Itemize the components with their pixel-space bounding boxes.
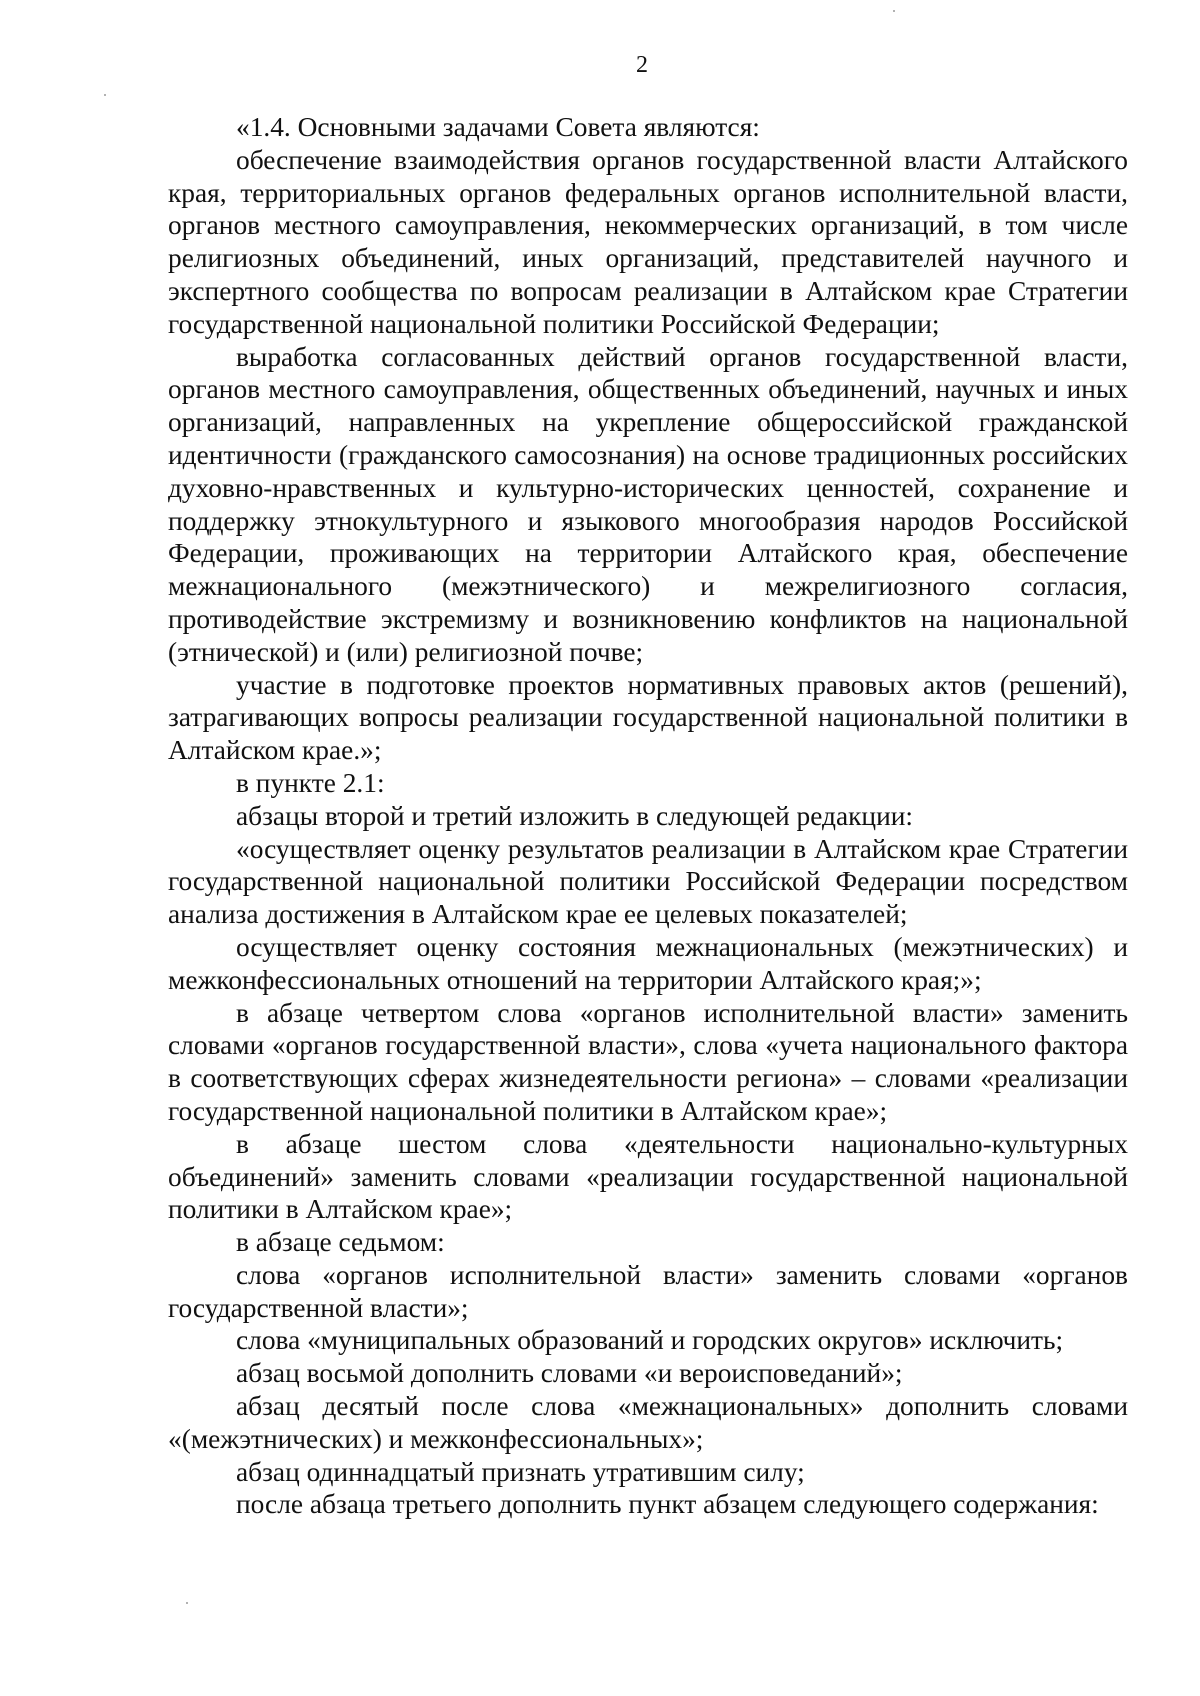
- paragraph: в абзаце шестом слова «деятельности национально-культурных объединений» заменить словами «реализации государственной национальной политики в Алтайском крае»;: [168, 1128, 1128, 1225]
- paragraph: в абзаце четвертом слова «органов исполнительной власти» заменить словами «органов государственной власти», слова «учета национального фактора в соответствующих сферах жизнедеятельности региона» – словами «реализации государственной национальной политики в Алтайском крае»;: [168, 997, 1128, 1126]
- document-body: [168, 111, 1128, 1521]
- scan-speck: [186, 1602, 188, 1604]
- paragraph: обеспечение взаимодействия органов государственной власти Алтайского края, территориальных органов федеральных органов исполнительной власти, органов местного самоуправления, некоммерческих организаций, в том числе религиозных объединений, иных организаций, представителей научного и экспертного сообщества по вопросам реализации в Алтайском крае Стратегии государственной национальной политики Российской Федерации;: [168, 144, 1128, 339]
- paragraph: «1.4. Основными задачами Совета являются:: [236, 112, 760, 142]
- paragraph: в пункте 2.1:: [236, 767, 385, 798]
- paragraph: слова «муниципальных образований и городских округов» исключить;: [236, 1325, 1064, 1356]
- paragraph: после абзаца третьего дополнить пункт абзацем следующего содержания:: [236, 1489, 1099, 1520]
- paragraph: участие в подготовке проектов нормативных правовых актов (решений), затрагивающих вопросы реализации государственной национальной политики в Алтайском крае.»;: [168, 669, 1128, 766]
- paragraph: выработка согласованных действий органов государственной власти, органов местного самоуправления, общественных объединений, научных и иных организаций, направленных на укрепление общероссийской гражданской идентичности (гражданского самосознания) на основе традиционных российских духовно-нравственных и культурно-исторических ценностей, сохранение и поддержку этнокультурного и языкового многообразия народов Российской Федерации, проживающих на территории Алтайского края, обеспечение межнационального (межэтнического) и межрелигиозного согласия, противодействие экстремизму и возникновению конфликтов на национальной (этнической) и (или) религиозной почве;: [168, 341, 1128, 667]
- paragraph: осуществляет оценку состояния межнациональных (межэтнических) и межконфессиональных отношений на территории Алтайского края;»;: [168, 931, 1128, 995]
- paragraph: «осуществляет оценку результатов реализации в Алтайском крае Стратегии государственной национальной политики Российской Федерации посредством анализа достижения в Алтайском крае ее целевых показателей;: [168, 833, 1128, 930]
- page-number: 2: [636, 52, 648, 78]
- paragraph: абзац десятый после слова «межнациональных» дополнить словами «(межэтнических) и межконфессиональных»;: [168, 1391, 1128, 1454]
- paragraph: слова «органов исполнительной власти» заменить словами «органов государственной власти»;: [168, 1259, 1128, 1323]
- paragraph: абзацы второй и третий изложить в следующей редакции:: [236, 800, 914, 831]
- paragraph: абзац одиннадцатый признать утратившим силу;: [236, 1456, 805, 1487]
- paragraph: абзац восьмой дополнить словами «и вероисповеданий»;: [236, 1358, 903, 1389]
- paragraph: в абзаце седьмом:: [236, 1227, 445, 1258]
- scan-speck: [893, 10, 895, 12]
- scan-speck: [104, 94, 106, 96]
